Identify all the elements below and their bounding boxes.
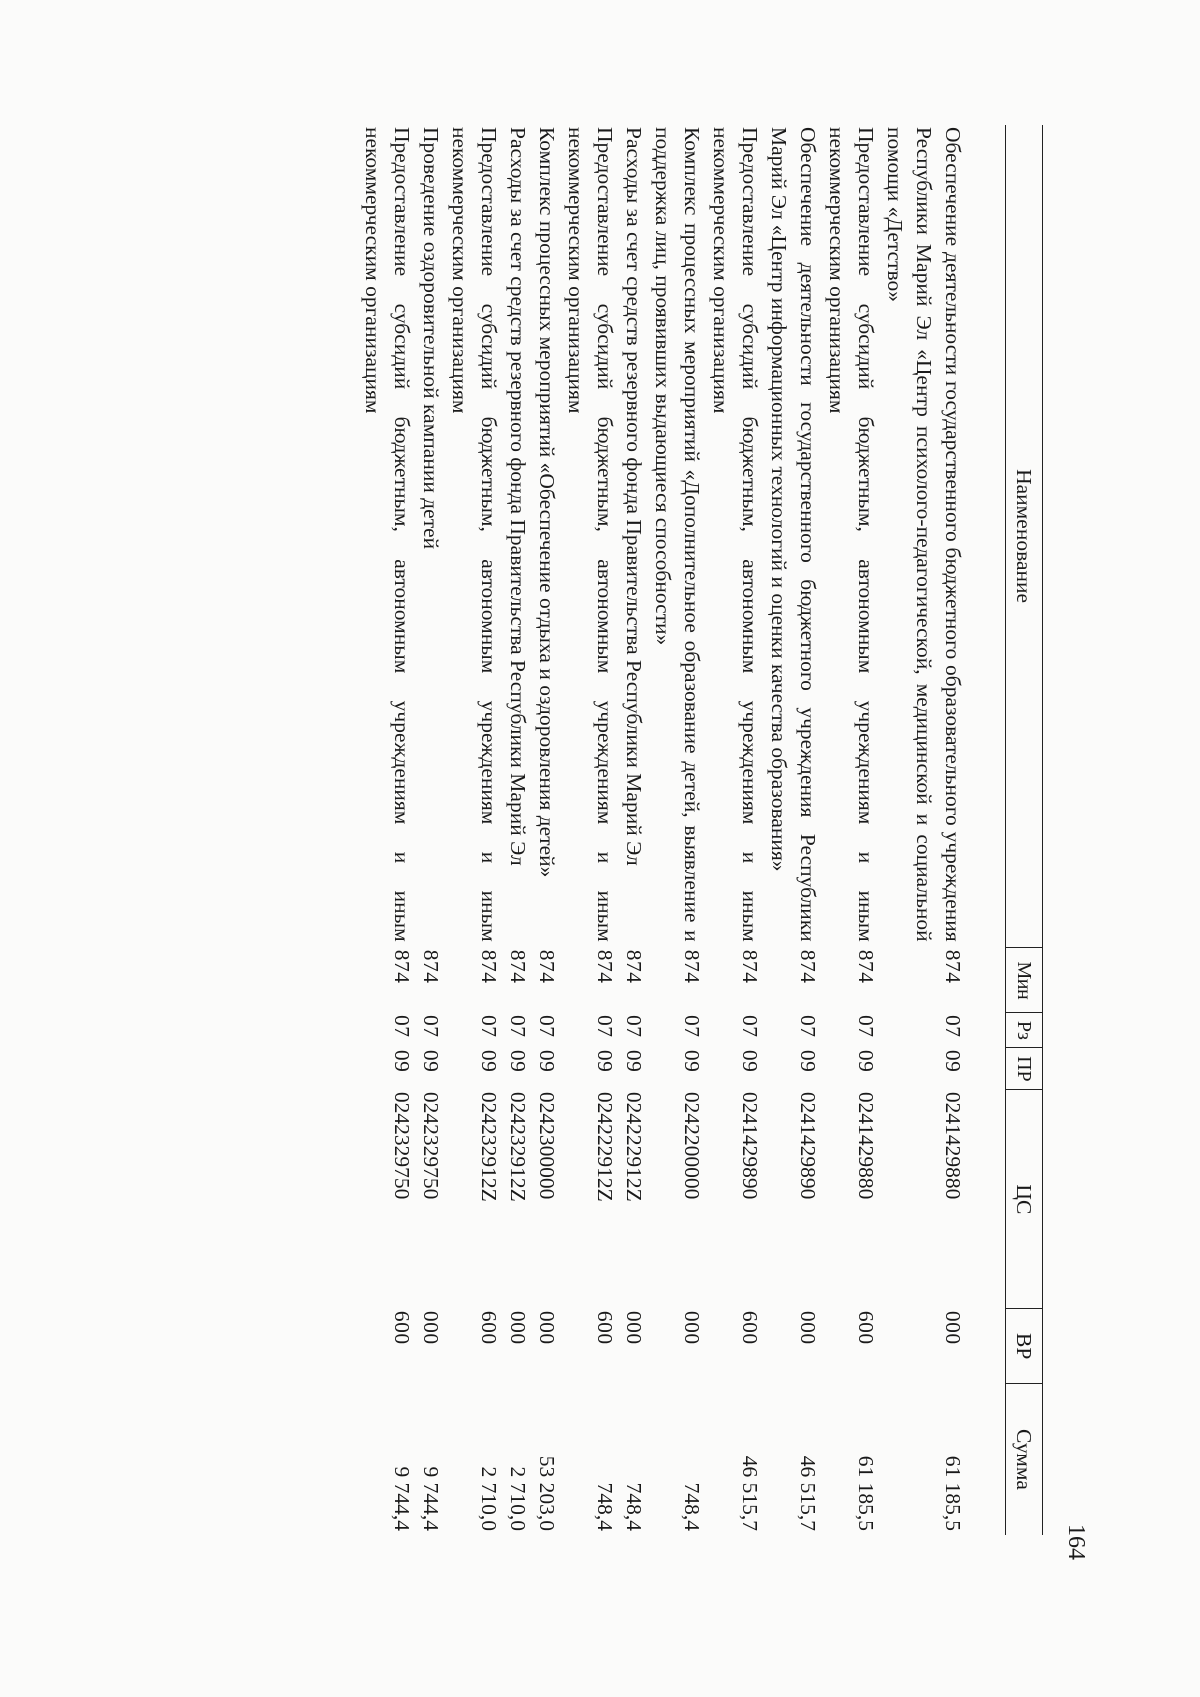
- row-target-item: 024232912Z: [506, 1091, 530, 1202]
- row-ministry: 874: [593, 949, 617, 984]
- row-sum: 748,4: [680, 1482, 704, 1531]
- table-row: [822, 125, 880, 1535]
- row-ministry: 874: [390, 949, 414, 984]
- row-name: Расходы за счет средств резервного фонда Правительства Республики Марий Эл: [622, 127, 646, 866]
- row-ministry: 874: [796, 949, 820, 984]
- row-sum: 53 203,0: [535, 1455, 559, 1531]
- row-subsection: 09: [854, 1049, 878, 1073]
- row-section: 07: [738, 1014, 762, 1038]
- row-target-item: 0242329750: [419, 1091, 443, 1200]
- table-row: [445, 125, 503, 1535]
- table-row: [358, 125, 416, 1535]
- row-name: Комплекс процессных мероприятий «Дополнительное образование детей, выявление и поддержка лиц, проявивших выдающиеся способности»: [651, 127, 704, 942]
- row-target-item: 0242200000: [680, 1091, 704, 1200]
- row-sum: 46 515,7: [738, 1455, 762, 1531]
- row-ministry: 874: [506, 949, 530, 984]
- row-subsection: 09: [796, 1049, 820, 1073]
- table-row: [503, 125, 532, 1535]
- table-row: [619, 125, 648, 1535]
- row-name: Предоставление субсидий бюджетным, автономным учреждениям и иным некоммерческим организациям: [448, 127, 501, 942]
- row-expense-type: 000: [622, 1310, 646, 1345]
- row-sum: 9 744,4: [419, 1466, 443, 1531]
- row-subsection: 09: [419, 1049, 443, 1073]
- row-subsection: 09: [390, 1049, 414, 1073]
- row-sum: 2 710,0: [506, 1466, 530, 1531]
- header-target-item: ЦС: [1006, 1090, 1043, 1309]
- table-body: [358, 125, 1006, 1535]
- row-subsection: 09: [622, 1049, 646, 1073]
- row-expense-type: 600: [854, 1310, 878, 1345]
- header-expense-type: ВР: [1006, 1309, 1043, 1384]
- row-expense-type: 600: [477, 1310, 501, 1345]
- row-section: 07: [796, 1014, 820, 1038]
- header-sum: Сумма: [1006, 1383, 1043, 1535]
- row-sum: 61 185,5: [854, 1455, 878, 1531]
- row-section: 07: [622, 1014, 646, 1038]
- table-row: [880, 125, 1006, 1535]
- row-expense-type: 000: [535, 1310, 559, 1345]
- row-subsection: 09: [477, 1049, 501, 1073]
- row-target-item: 0241429880: [941, 1091, 965, 1200]
- header-section: Рз: [1006, 1013, 1043, 1048]
- row-target-item: 0241429890: [738, 1091, 762, 1200]
- row-sum: 61 185,5: [941, 1455, 965, 1531]
- row-expense-type: 000: [419, 1310, 443, 1345]
- row-ministry: 874: [854, 949, 878, 984]
- row-subsection: 09: [535, 1049, 559, 1073]
- row-sum: 2 710,0: [477, 1466, 501, 1531]
- row-ministry: 874: [680, 949, 704, 984]
- row-sum: 748,4: [593, 1482, 617, 1531]
- row-expense-type: 600: [593, 1310, 617, 1345]
- table-header-row: [1006, 125, 1043, 1535]
- row-ministry: 874: [622, 949, 646, 984]
- row-sum: 46 515,7: [796, 1455, 820, 1531]
- row-expense-type: 000: [680, 1310, 704, 1345]
- row-name: Обеспечение деятельности государственного бюджетного учреждения Республики Марий Эл «Центр информационных технологий и оценки качества образования»: [767, 127, 820, 942]
- row-expense-type: 000: [506, 1310, 530, 1345]
- row-subsection: 09: [680, 1049, 704, 1073]
- row-subsection: 09: [738, 1049, 762, 1073]
- row-target-item: 0242300000: [535, 1091, 559, 1200]
- row-section: 07: [535, 1014, 559, 1038]
- row-name: Обеспечение деятельности государственного бюджетного образовательного учреждения Республики Марий Эл «Центр психолого-педагогической, медицинской и социальной помощи «Детство»: [883, 127, 965, 942]
- table-row: [706, 125, 764, 1535]
- row-section: 07: [477, 1014, 501, 1038]
- table-row: [648, 125, 706, 1535]
- page-number: 164: [1063, 1524, 1089, 1560]
- row-sum: 9 744,4: [390, 1466, 414, 1531]
- row-section: 07: [506, 1014, 530, 1038]
- row-target-item: 0242329750: [390, 1091, 414, 1200]
- row-target-item: 0241429890: [796, 1091, 820, 1200]
- header-ministry: Мин: [1006, 948, 1043, 1013]
- row-subsection: 09: [506, 1049, 530, 1073]
- row-name: Комплекс процессных мероприятий «Обеспечение отдыха и оздоровления детей»: [535, 127, 559, 878]
- row-ministry: 874: [535, 949, 559, 984]
- row-section: 07: [680, 1014, 704, 1038]
- row-sum: 748,4: [622, 1482, 646, 1531]
- row-expense-type: 600: [390, 1310, 414, 1345]
- table-row: [532, 125, 561, 1535]
- row-target-item: 024222912Z: [622, 1091, 646, 1202]
- header-subsection: ПР: [1006, 1048, 1043, 1090]
- budget-table: [358, 125, 1043, 1535]
- row-section: 07: [419, 1014, 443, 1038]
- rotated-document-page: [75, 100, 1095, 1600]
- table-row: [416, 125, 445, 1535]
- table-row: [764, 125, 822, 1535]
- row-name: Предоставление субсидий бюджетным, автономным учреждениям и иным некоммерческим организациям: [361, 127, 414, 942]
- row-name: Расходы за счет средств резервного фонда Правительства Республики Марий Эл: [506, 127, 530, 866]
- row-subsection: 09: [593, 1049, 617, 1073]
- row-target-item: 0241429880: [854, 1091, 878, 1200]
- row-ministry: 874: [419, 949, 443, 984]
- row-target-item: 024232912Z: [477, 1091, 501, 1202]
- row-ministry: 874: [738, 949, 762, 984]
- row-expense-type: 000: [941, 1310, 965, 1345]
- row-section: 07: [593, 1014, 617, 1038]
- row-section: 07: [854, 1014, 878, 1038]
- row-subsection: 09: [941, 1049, 965, 1073]
- row-ministry: 874: [941, 949, 965, 984]
- row-ministry: 874: [477, 949, 501, 984]
- row-expense-type: 600: [738, 1310, 762, 1345]
- row-section: 07: [941, 1014, 965, 1038]
- row-name: Предоставление субсидий бюджетным, автономным учреждениям и иным некоммерческим организациям: [825, 127, 878, 942]
- table-row: [561, 125, 619, 1535]
- header-name: Наименование: [1006, 125, 1043, 948]
- row-name: Проведение оздоровительной кампании детей: [419, 127, 443, 550]
- row-target-item: 024222912Z: [593, 1091, 617, 1202]
- row-name: Предоставление субсидий бюджетным, автономным учреждениям и иным некоммерческим организациям: [564, 127, 617, 942]
- row-section: 07: [390, 1014, 414, 1038]
- row-name: Предоставление субсидий бюджетным, автономным учреждениям и иным некоммерческим организациям: [709, 127, 762, 942]
- row-expense-type: 000: [796, 1310, 820, 1345]
